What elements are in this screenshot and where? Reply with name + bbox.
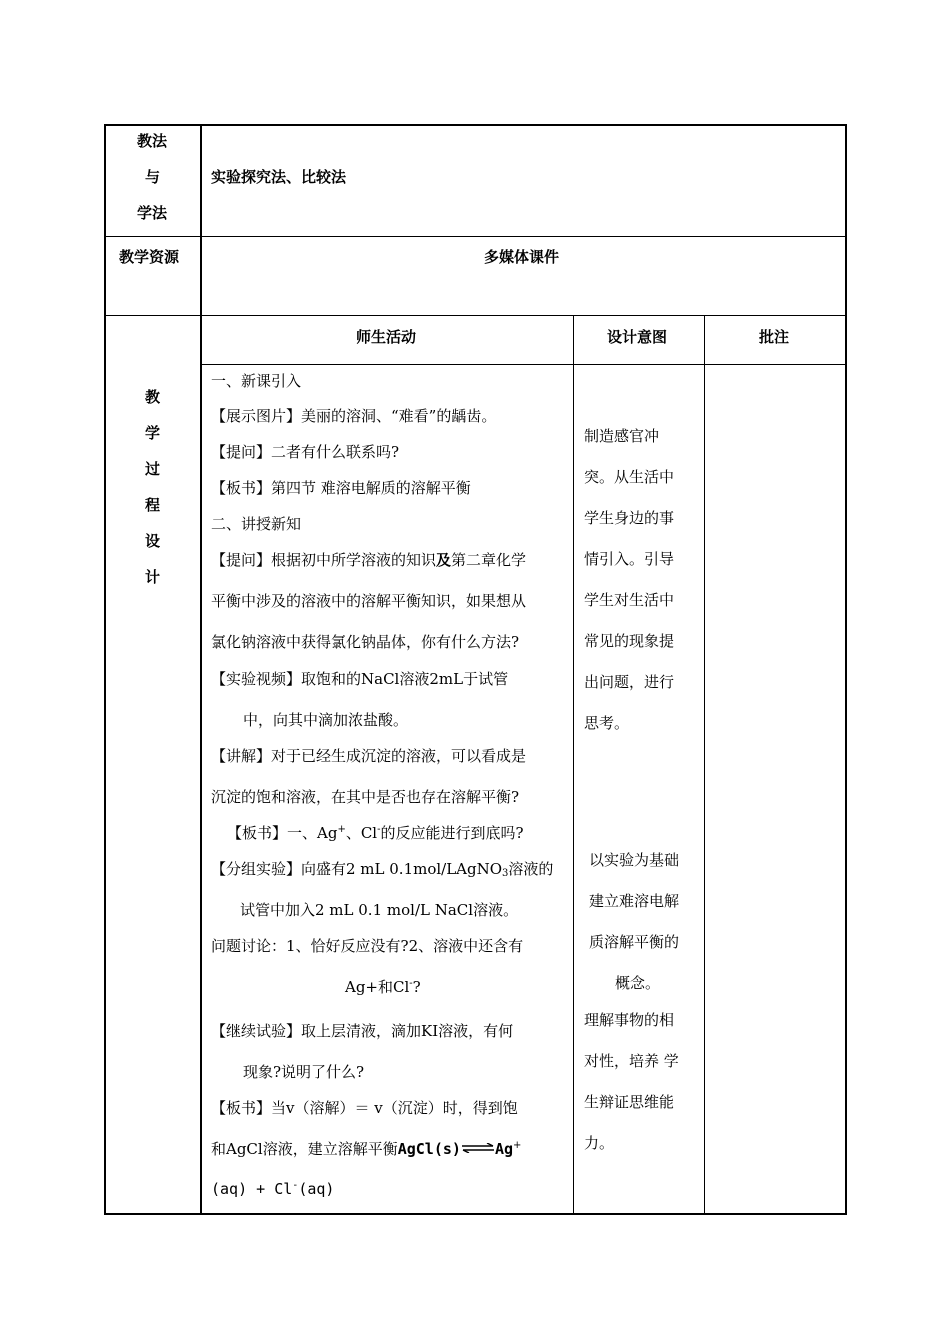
intent-line: 力。 — [584, 1134, 615, 1152]
superscript: + — [513, 1140, 522, 1151]
activity-line: 【实验视频】取饱和的NaCl溶液2mL于试管 — [211, 670, 509, 688]
process-label-char-2: 学 — [145, 424, 161, 442]
activity-line — [211, 1180, 334, 1198]
superscript: - — [292, 1180, 299, 1191]
process-label-char-3: 过 — [145, 460, 161, 478]
activity-line: 问题讨论：1、恰好反应没有?2、溶液中还含有 — [211, 937, 524, 955]
resources-content: 多媒体课件 — [484, 248, 560, 266]
intent-line: 对性，培养 学 — [584, 1052, 679, 1070]
activity-line: 二、讲授新知 — [211, 515, 302, 533]
intent-block-3 — [584, 1000, 679, 1164]
activity-text: ? — [412, 978, 421, 996]
superscript: - — [377, 824, 381, 835]
activity-line: 中，向其中滴加浓盐酸。 — [243, 711, 409, 729]
header-notes: 批注 — [759, 328, 790, 346]
methods-content: 实验探究法、比较法 — [211, 168, 347, 186]
equation-text: AgCl(s) — [397, 1140, 461, 1158]
activity-text: 【板书】一、Ag — [227, 824, 338, 842]
activity-line — [211, 1138, 521, 1159]
activity-line: 现象?说明了什么? — [243, 1063, 365, 1081]
intent-line: 学生对生活中 — [584, 591, 675, 609]
intent-line: 概念。 — [615, 974, 661, 992]
row-divider-1 — [104, 236, 847, 237]
subscript: 3 — [502, 868, 509, 879]
intent-line: 建立难溶电解 — [589, 892, 680, 910]
activity-line — [345, 976, 421, 997]
table-border-right — [845, 124, 847, 1215]
activity-line — [211, 549, 526, 570]
activity-text-bold: 及 — [436, 551, 452, 569]
intent-column-divider — [573, 315, 574, 1215]
activity-text: 【分组实验】向盛有2 mL 0.1mol/LAgNO — [211, 860, 503, 878]
equation-text: (aq) + Cl — [211, 1180, 293, 1198]
activity-text: 【提问】根据初中所学溶液的知识 — [211, 551, 437, 569]
notes-column-divider — [704, 315, 705, 1215]
header-intent: 设计意图 — [607, 328, 668, 346]
table-border-left — [104, 124, 106, 1215]
header-divider — [201, 364, 847, 365]
activity-text: 的反应能进行到底吗? — [380, 824, 524, 842]
intent-line: 以实验为基础 — [589, 851, 680, 869]
methods-label-line-2: 与 — [145, 168, 161, 186]
intent-line: 突。从生活中 — [584, 468, 675, 486]
activity-line — [211, 858, 553, 879]
methods-label-line-3: 学法 — [137, 204, 168, 222]
superscript: + — [337, 824, 346, 835]
activity-line: 试管中加入2 mL 0.1 mol/L NaCl溶液。 — [240, 901, 519, 919]
activity-line: 【继续试验】取上层清液，滴加KI溶液，有何 — [211, 1022, 514, 1040]
process-label-char-6: 计 — [145, 568, 161, 586]
process-label-char-4: 程 — [145, 496, 161, 514]
equation-text: Ag — [494, 1140, 513, 1158]
activity-line: 【提问】二者有什么联系吗? — [211, 443, 400, 461]
label-column-divider — [200, 124, 202, 1215]
process-label-char-5: 设 — [145, 532, 161, 550]
activity-text: 、Cl — [345, 824, 378, 842]
intent-line: 情引入。引导 — [584, 550, 675, 568]
activity-line: 【板书】第四节 难溶电解质的溶解平衡 — [211, 479, 471, 497]
intent-line: 出问题，进行 — [584, 673, 675, 691]
intent-line: 学生身边的事 — [584, 509, 675, 527]
activity-line: 氯化钠溶液中获得氯化钠晶体，你有什么方法? — [211, 633, 520, 651]
equation-text: (aq) — [298, 1180, 335, 1198]
equilibrium-arrow-icon — [461, 1143, 495, 1153]
table-border-bottom — [104, 1213, 847, 1215]
row-divider-2 — [104, 315, 847, 316]
process-label-char-1: 教 — [145, 388, 161, 406]
activity-line: 【展示图片】美丽的溶洞、“难看”的龋齿。 — [211, 407, 497, 425]
activity-line: 【板书】当v（溶解）＝ v（沉淀）时，得到饱 — [211, 1099, 518, 1117]
table-border-top — [104, 124, 847, 126]
resources-label: 教学资源 — [119, 248, 180, 266]
activity-line: 平衡中涉及的溶液中的溶解平衡知识，如果想从 — [211, 592, 527, 610]
methods-label-line-1: 教法 — [137, 132, 168, 150]
activity-text: 和AgCl溶液，建立溶解平衡 — [211, 1140, 398, 1158]
intent-line: 质溶解平衡的 — [589, 933, 680, 951]
superscript: - — [409, 978, 413, 989]
header-activity: 师生活动 — [356, 328, 417, 346]
intent-line: 理解事物的相 — [584, 1011, 675, 1029]
intent-line: 生辩证思维能 — [584, 1093, 675, 1111]
activity-line: 【讲解】对于已经生成沉淀的溶液，可以看成是 — [211, 747, 527, 765]
intent-block-2 — [589, 840, 679, 1004]
intent-line: 制造感官冲 — [584, 427, 660, 445]
activity-line: 一、新课引入 — [211, 372, 302, 390]
activity-text: 第二章化学 — [451, 551, 527, 569]
activity-text: 溶液的 — [508, 860, 554, 878]
intent-block-1 — [584, 416, 674, 744]
activity-line — [227, 822, 524, 843]
intent-line: 思考。 — [584, 714, 630, 732]
activity-line: 沉淀的饱和溶液，在其中是否也存在溶解平衡? — [211, 788, 520, 806]
activity-text: Ag+和Cl — [345, 978, 410, 996]
intent-line: 常见的现象提 — [584, 632, 675, 650]
